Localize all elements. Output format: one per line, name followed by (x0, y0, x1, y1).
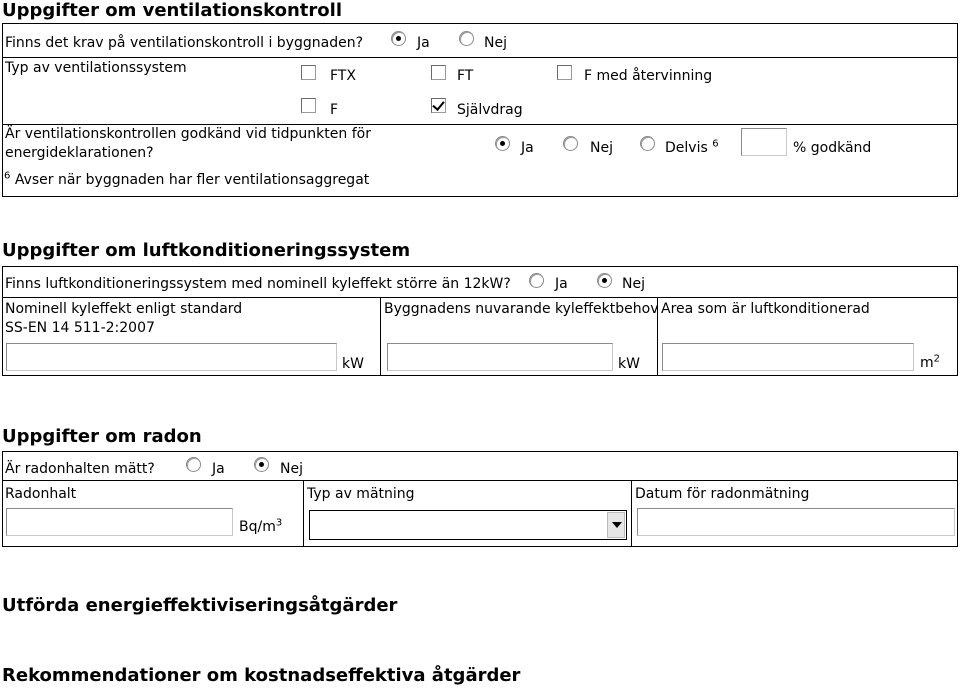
conditioned-area-input[interactable] (662, 343, 914, 371)
system-f-checkbox[interactable] (301, 98, 316, 113)
ventilation-requirement-question: Finns det krav på ventilationskontroll i byggnaden? (5, 35, 363, 51)
requirement-no-radio[interactable] (459, 31, 474, 46)
radon-divider (2, 480, 958, 481)
percent-approved-input[interactable] (741, 128, 787, 156)
recommendations-heading: Rekommendationer om kostnadseffektiva åtgärder (2, 665, 521, 686)
requirement-yes-radio[interactable] (391, 31, 406, 46)
aircon-heading: Uppgifter om luftkonditioneringssystem (2, 240, 411, 261)
radon-level-label: Radonhalt (5, 486, 77, 502)
approved-no-radio[interactable] (563, 136, 578, 151)
ventilation-divider (2, 57, 958, 58)
system-sjalvdrag-label: Självdrag (457, 102, 523, 118)
approved-no-label: Nej (590, 140, 613, 156)
radon-no-radio[interactable] (254, 457, 269, 472)
radon-question: Är radonhalten mätt? (5, 461, 155, 477)
system-ftx-label: FTX (330, 68, 356, 84)
aircon-yes-radio[interactable] (529, 273, 544, 288)
ventilation-footnote: $^6$ Avser när byggnaden har fler ventilationsaggregat (4, 170, 370, 188)
radon-level-unit: $Bq/m^3$ (239, 517, 283, 535)
measures-heading: Utförda energieffektiviseringsåtgärder (2, 595, 398, 616)
system-ft-checkbox[interactable] (431, 65, 446, 80)
requirement-yes-label: Ja (417, 35, 430, 51)
cooling-demand-input[interactable] (387, 343, 613, 371)
conditioned-area-label: Area som är luftkonditionerad (661, 301, 870, 317)
radon-column-divider (303, 480, 304, 547)
approved-question-line1: Är ventilationskontrollen godkänd vid tidpunkten för (5, 126, 371, 142)
aircon-column-divider (380, 297, 381, 376)
system-f-recovery-label: F med återvinning (584, 68, 713, 84)
system-f-recovery-checkbox[interactable] (557, 65, 572, 80)
cooling-demand-unit: kW (618, 356, 640, 372)
nominal-cooling-label-line1: Nominell kyleffekt enligt standard (5, 301, 243, 317)
radon-date-input[interactable] (637, 508, 955, 536)
percent-approved-unit: % godkänd (793, 140, 872, 156)
system-ftx-checkbox[interactable] (301, 65, 316, 80)
radon-column-divider (631, 480, 632, 547)
approved-yes-radio[interactable] (495, 136, 510, 151)
chevron-down-icon[interactable] (607, 512, 625, 538)
radon-yes-radio[interactable] (186, 457, 201, 472)
radon-level-input[interactable] (6, 508, 233, 536)
approved-question-line2: energideklarationen? (5, 145, 154, 161)
conditioned-area-unit: $m^2$ (920, 353, 941, 371)
system-f-label: F (330, 102, 339, 118)
aircon-divider (2, 297, 958, 298)
system-sjalvdrag-checkbox[interactable] (431, 98, 446, 113)
radon-heading: Uppgifter om radon (2, 426, 202, 447)
aircon-no-radio[interactable] (597, 273, 612, 288)
cooling-demand-label: Byggnadens nuvarande kyleffektbehov (384, 301, 659, 317)
measurement-type-label: Typ av mätning (307, 486, 415, 502)
nominal-cooling-unit: kW (342, 356, 364, 372)
aircon-yes-label: Ja (555, 276, 568, 292)
approved-partly-label: Delvis $^6$ (665, 138, 719, 156)
aircon-question: Finns luftkonditioneringssystem med nominell kyleffekt större än 12kW? (5, 276, 511, 292)
radon-date-label: Datum för radonmätning (635, 486, 810, 502)
requirement-no-label: Nej (484, 35, 507, 51)
radon-no-label: Nej (280, 461, 303, 477)
approved-yes-label: Ja (521, 140, 534, 156)
measurement-type-select[interactable] (309, 510, 627, 540)
approved-partly-radio[interactable] (640, 136, 655, 151)
aircon-no-label: Nej (622, 276, 645, 292)
ventilation-divider (2, 124, 958, 125)
system-type-label: Typ av ventilationssystem (5, 60, 187, 76)
system-ft-label: FT (457, 68, 474, 84)
ventilation-heading: Uppgifter om ventilationskontroll (2, 0, 342, 21)
radon-yes-label: Ja (212, 461, 225, 477)
nominal-cooling-input[interactable] (6, 343, 337, 371)
nominal-cooling-label-line2: SS-EN 14 511-2:2007 (5, 320, 155, 336)
